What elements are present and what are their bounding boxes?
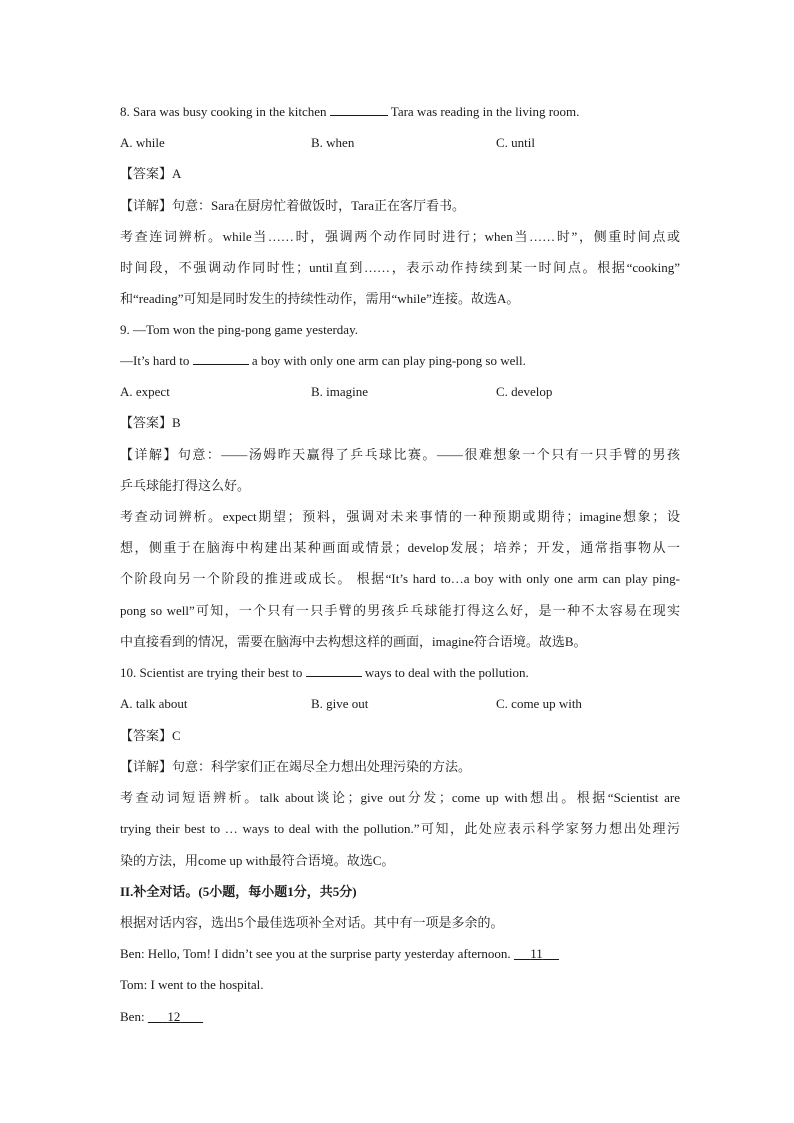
- q10-analysis-line: 染的方法，用come up with最符合语境。故选C。: [120, 853, 395, 868]
- q9-stem-start: —It’s hard to: [120, 353, 193, 368]
- q10-stem-end: ways to deal with the pollution.: [361, 665, 529, 680]
- q9-line1: 9. —Tom won the ping-pong game yesterday.: [120, 322, 358, 337]
- q10-analysis-line: trying their best to … ways to deal with the pollution.”可知，此处应表示科学家努力想出处理污: [120, 821, 680, 836]
- q10-blank: [306, 664, 362, 677]
- q9-option-c: C. develop: [496, 384, 553, 399]
- q9-analysis-line: pong so well”可知，一个只有一只手臂的男孩乒乓球能打得这么好，是一种不太容易在现实: [120, 603, 680, 618]
- q9-detail-line: 乒乓球能打得这么好。: [120, 478, 251, 493]
- q8-analysis-line: 时间段，不强调动作同时性；until直到……，表示动作持续到某一时间点。根据“cooking”: [120, 260, 680, 275]
- dialog-blank-number: 11: [530, 946, 543, 961]
- q9-option-a: A. expect: [120, 384, 170, 399]
- q8-option-a: A. while: [120, 135, 165, 150]
- section-instruction: 根据对话内容，选出5个最佳选项补全对话。其中有一项是多余的。: [120, 915, 504, 930]
- q8-answer: 【答案】A: [120, 166, 182, 181]
- q9-analysis-line: 考查动词辨析。expect期望；预料，强调对未来事情的一种预期或期待；imagine想象；设: [120, 509, 680, 524]
- q10-option-c: C. come up with: [496, 696, 582, 711]
- q9-analysis-line: 想，侧重于在脑海中构建出某种画面或情景；develop发展；培养；开发，通常指事物从一: [120, 540, 680, 555]
- q10-answer: 【答案】C: [120, 728, 181, 743]
- q9-detail-line: 【详解】句意：——汤姆昨天赢得了乒乓球比赛。——很难想象一个只有一只手臂的男孩: [120, 447, 680, 462]
- q10-stem-start: 10. Scientist are trying their best to: [120, 665, 306, 680]
- q10-option-b: B. give out: [311, 696, 369, 711]
- dialog-line: [120, 945, 680, 963]
- dialog-text: Ben: Hello, Tom! I didn’t see you at the surprise party yesterday afternoon.: [120, 946, 514, 961]
- q8-option-c: C. until: [496, 135, 536, 150]
- q10-stem: [120, 664, 680, 682]
- section-heading: II.补全对话。(5小题，每小题1分，共5分): [120, 884, 357, 899]
- q8-analysis-line: 和“reading”可知是同时发生的持续性动作，需用“while”连接。故选A。: [120, 291, 520, 306]
- q9-option-b: B. imagine: [311, 384, 369, 399]
- q8-analysis-line: 考查连词辨析。while当……时，强调两个动作同时进行；when当……时”，侧重时间点或: [120, 229, 680, 244]
- q9-analysis-line: 中直接看到的情况，需要在脑海中去构想这样的画面，imagine符合语境。故选B。: [120, 634, 587, 649]
- q9-stem-end: a boy with only one arm can play ping-pong so well.: [248, 353, 526, 368]
- q8-option-b: B. when: [311, 135, 355, 150]
- q9-blank: [193, 352, 249, 365]
- dialog-blank-number: 12: [167, 1009, 181, 1024]
- dialog-line: [120, 1008, 680, 1026]
- q10-option-a: A. talk about: [120, 696, 188, 711]
- q9-analysis-line: 个阶段向另一个阶段的推进或成长。 根据“It’s hard to…a boy with only one arm can play ping-: [120, 571, 680, 586]
- dialog-text: Ben:: [120, 1009, 148, 1024]
- q8-blank: [330, 103, 388, 116]
- q8-detail: 【详解】句意：Sara在厨房忙着做饭时，Tara正在客厅看书。: [120, 198, 466, 213]
- q9-answer: 【答案】B: [120, 415, 181, 430]
- q9-stem: [120, 352, 680, 370]
- q10-analysis-line: 考查动词短语辨析。talk about谈论；give out分发；come up with想出。根据“Scientist are: [120, 790, 680, 805]
- q8-stem-start: 8. Sara was busy cooking in the kitchen: [120, 104, 330, 119]
- q8-stem: [120, 103, 680, 121]
- q10-detail: 【详解】句意：科学家们正在竭尽全力想出处理污染的方法。: [120, 759, 472, 774]
- q8-stem-end: Tara was reading in the living room.: [387, 104, 580, 119]
- dialog-line: Tom: I went to the hospital.: [120, 977, 264, 992]
